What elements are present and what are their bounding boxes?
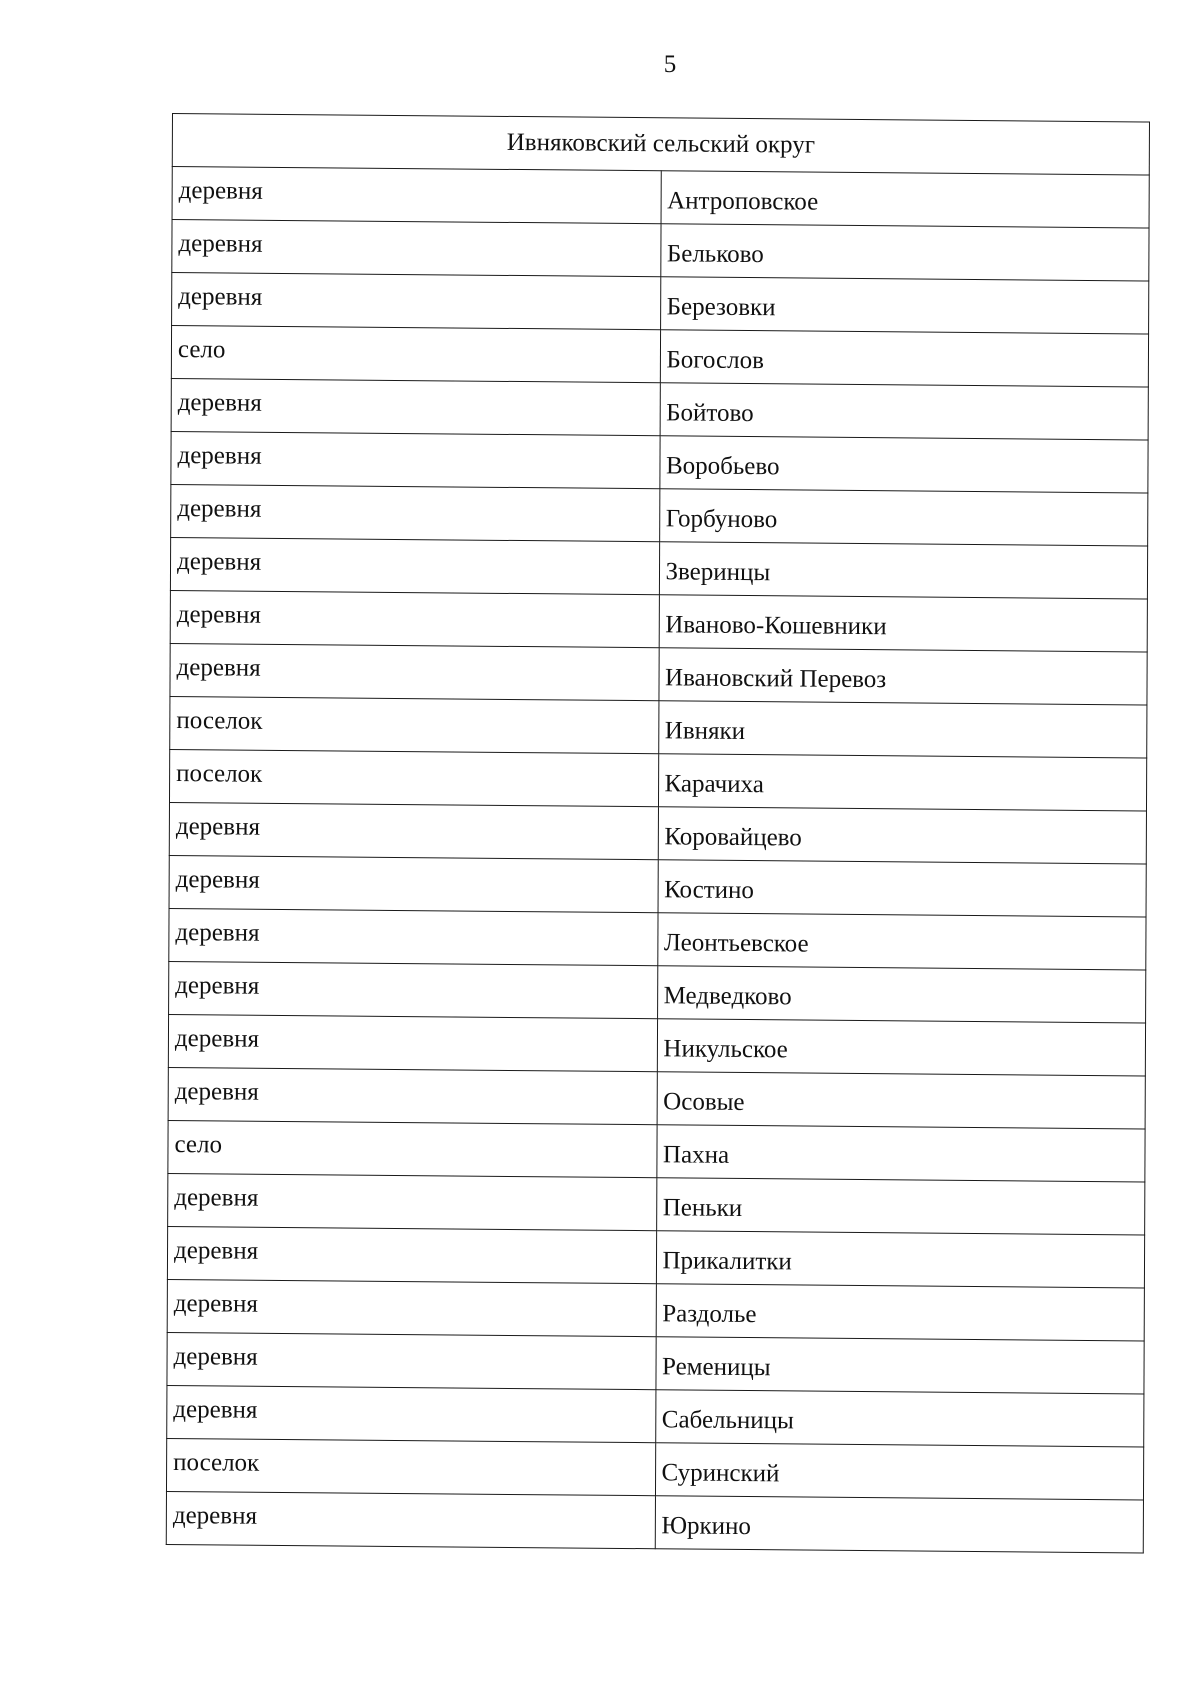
settlement-type-cell: деревня: [170, 590, 659, 647]
settlement-type-cell: деревня: [166, 1491, 655, 1548]
settlement-type-cell: деревня: [169, 802, 658, 859]
table-row: [170, 696, 1147, 758]
settlement-type-cell: деревня: [171, 484, 660, 541]
table-row: [171, 325, 1148, 387]
settlement-type-cell: поселок: [169, 749, 658, 806]
settlement-name-cell: Суринский: [655, 1443, 1144, 1500]
settlement-name-cell: Карачиха: [658, 754, 1147, 811]
settlement-type-cell: деревня: [167, 1332, 656, 1389]
table-row: [167, 1385, 1144, 1447]
settlement-name-cell: Бойтово: [660, 383, 1149, 440]
page-number: 5: [663, 51, 677, 78]
table-row: [171, 431, 1148, 493]
table-row: [169, 961, 1146, 1023]
settlement-type-cell: деревня: [170, 643, 659, 700]
settlement-type-cell: деревня: [168, 1067, 657, 1124]
settlement-type-cell: деревня: [171, 378, 660, 435]
settlement-name-cell: Пахна: [656, 1125, 1145, 1182]
table-row: [172, 272, 1149, 334]
settlement-name-cell: Иваново-Кошевники: [659, 595, 1148, 652]
table-row: [168, 1067, 1145, 1129]
settlement-name-cell: Пеньки: [656, 1178, 1145, 1235]
table-row: [168, 1173, 1145, 1235]
settlement-name-cell: Воробьево: [659, 436, 1148, 493]
settlement-name-cell: Богослов: [660, 330, 1149, 387]
table-row: [169, 749, 1146, 811]
settlement-name-cell: Леонтьевское: [657, 913, 1146, 970]
settlement-name-cell: Березовки: [660, 277, 1149, 334]
table-header-row: [172, 114, 1149, 176]
table-row: [170, 643, 1147, 705]
settlement-name-cell: Никульское: [657, 1019, 1146, 1076]
settlement-type-cell: село: [171, 325, 660, 382]
table-row: [168, 1120, 1145, 1182]
settlement-type-cell: деревня: [172, 272, 661, 329]
settlement-type-cell: деревня: [169, 855, 658, 912]
settlement-type-cell: поселок: [170, 696, 659, 753]
settlement-type-cell: деревня: [171, 431, 660, 488]
settlement-name-cell: Медведково: [657, 966, 1146, 1023]
settlement-type-cell: деревня: [169, 961, 658, 1018]
settlement-type-cell: деревня: [172, 167, 661, 224]
settlement-name-cell: Костино: [658, 860, 1147, 917]
table-row: [166, 1438, 1143, 1500]
settlement-type-cell: деревня: [170, 537, 659, 594]
settlement-type-cell: деревня: [169, 908, 658, 965]
table-row: [169, 802, 1146, 864]
table-row: [167, 1332, 1144, 1394]
table-header: Ивняковский сельский округ: [172, 114, 1149, 176]
settlement-name-cell: Бельково: [660, 224, 1149, 281]
settlement-type-cell: деревня: [167, 1385, 656, 1442]
table-row: [171, 484, 1148, 546]
settlement-name-cell: Прикалитки: [656, 1231, 1145, 1288]
table-row: [170, 590, 1147, 652]
table-row: [172, 167, 1149, 229]
settlement-type-cell: деревня: [167, 1279, 656, 1336]
table-row: [172, 220, 1149, 282]
settlement-name-cell: Горбуново: [659, 489, 1148, 546]
table-row: [171, 378, 1148, 440]
settlement-type-cell: село: [168, 1120, 657, 1177]
settlement-name-cell: Антроповское: [661, 171, 1150, 228]
settlement-name-cell: Ременицы: [655, 1337, 1144, 1394]
settlement-type-cell: деревня: [167, 1226, 656, 1283]
settlement-name-cell: Осовые: [657, 1072, 1146, 1129]
settlement-type-cell: деревня: [172, 220, 661, 277]
settlement-name-cell: Коровайцево: [658, 807, 1147, 864]
settlement-name-cell: Юркино: [655, 1496, 1144, 1553]
settlements-table: [166, 113, 1150, 1553]
table-row: [166, 1491, 1143, 1553]
table-row: [167, 1279, 1144, 1341]
settlement-name-cell: Раздолье: [656, 1284, 1145, 1341]
settlement-name-cell: Зверинцы: [659, 542, 1148, 599]
table-row: [169, 855, 1146, 917]
table-row: [170, 537, 1147, 599]
table-row: [169, 908, 1146, 970]
settlement-type-cell: деревня: [168, 1014, 657, 1071]
table-row: [168, 1014, 1145, 1076]
settlement-name-cell: Ивановский Перевоз: [658, 648, 1147, 705]
settlement-name-cell: Ивняки: [658, 701, 1147, 758]
table-row: [167, 1226, 1144, 1288]
settlement-type-cell: деревня: [168, 1173, 657, 1230]
settlement-name-cell: Сабельницы: [655, 1390, 1144, 1447]
settlement-type-cell: поселок: [166, 1438, 655, 1495]
